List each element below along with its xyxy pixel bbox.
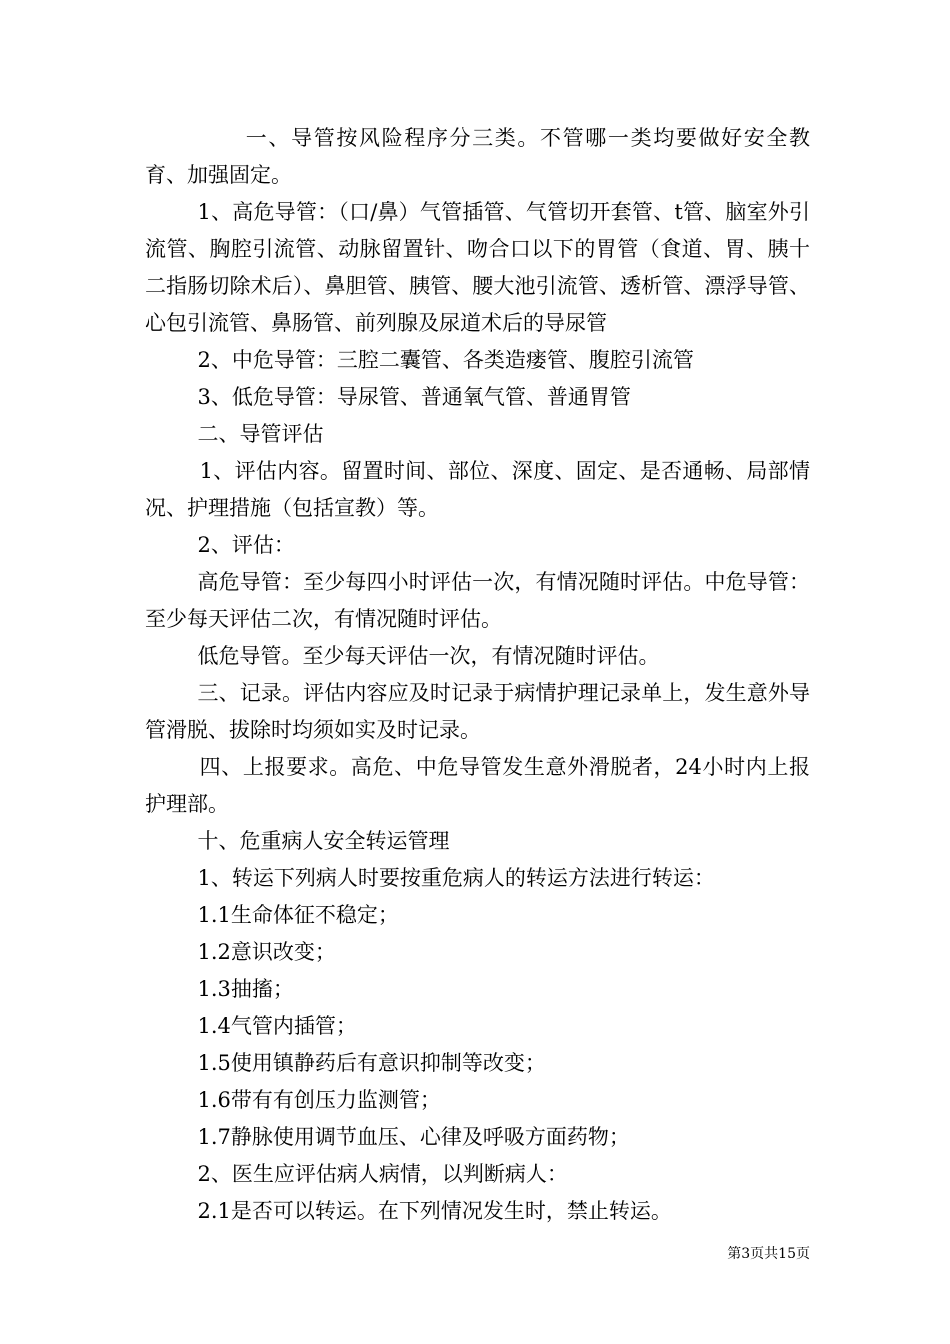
list-item-1-6: 1.6带有有创压力监测管； [197,1088,441,1112]
paragraph-doctor-assessment: 2、医生应评估病人病情，以判断病人： [197,1162,568,1186]
page-number: 第3页共15页 [727,1246,810,1262]
list-item-1-2: 1.2意识改变； [197,940,336,964]
paragraph-transport-criteria: 1、转运下列病人时要按重危病人的转运方法进行转运： [197,866,715,890]
paragraph-assessment-content: 1、评估内容。留置时间、部位、深度、固定、是否通畅、局部情况、护理措施（包括宣教）等。 [145,459,810,520]
list-item-1-1: 1.1生命体征不稳定； [197,903,399,927]
section-heading-records: 三、记录。评估内容应及时记录于病情护理记录单上，发生意外导管滑脱、拔除时均须如实及时记录。 [145,681,810,742]
section-heading-catheter-assessment: 二、导管评估 [197,422,324,446]
paragraph-assessment: 2、评估： [197,533,295,557]
paragraph-low-risk-catheters: 3、低危导管：导尿管、普通氧气管、普通胃管 [197,385,631,409]
paragraph-medium-risk-catheters: 2、中危导管：三腔二囊管、各类造瘘管、腹腔引流管 [197,348,694,372]
paragraph-high-risk-assessment: 高危导管：至少每四小时评估一次，有情况随时评估。中危导管：至少每天评估二次，有情况随时评估。 [145,570,810,631]
list-item-2-1: 2.1是否可以转运。在下列情况发生时，禁止转运。 [197,1199,672,1223]
paragraph-high-risk-catheters: 1、高危导管：（口/鼻）气管插管、气管切开套管、t管、脑室外引流管、胸腔引流管、动脉留置针、吻合口以下的胃管（食道、胃、胰十二指肠切除术后）、鼻胆管、胰管、腰大池引流管、透析管、漂浮导管、心包引流管、鼻肠管、前列腺及尿道术后的导尿管 [145,200,810,335]
list-item-1-7: 1.7静脉使用调节血压、心律及呼吸方面药物； [197,1125,630,1149]
list-item-1-4: 1.4气管内插管； [197,1014,357,1038]
section-heading-reporting: 四、上报要求。高危、中危导管发生意外滑脱者，24小时内上报护理部。 [145,755,810,816]
paragraph-low-risk-assessment: 低危导管。至少每天评估一次，有情况随时评估。 [197,644,660,668]
list-item-1-5: 1.5使用镇静药后有意识抑制等改变； [197,1051,546,1075]
document-body [145,120,810,1230]
section-heading-catheter-risk: 一、导管按风险程序分三类。不管哪一类均要做好安全教育、加强固定。 [145,126,810,187]
section-heading-critical-transport: 十、危重病人安全转运管理 [197,829,450,853]
list-item-1-3: 1.3抽搐； [197,977,294,1001]
